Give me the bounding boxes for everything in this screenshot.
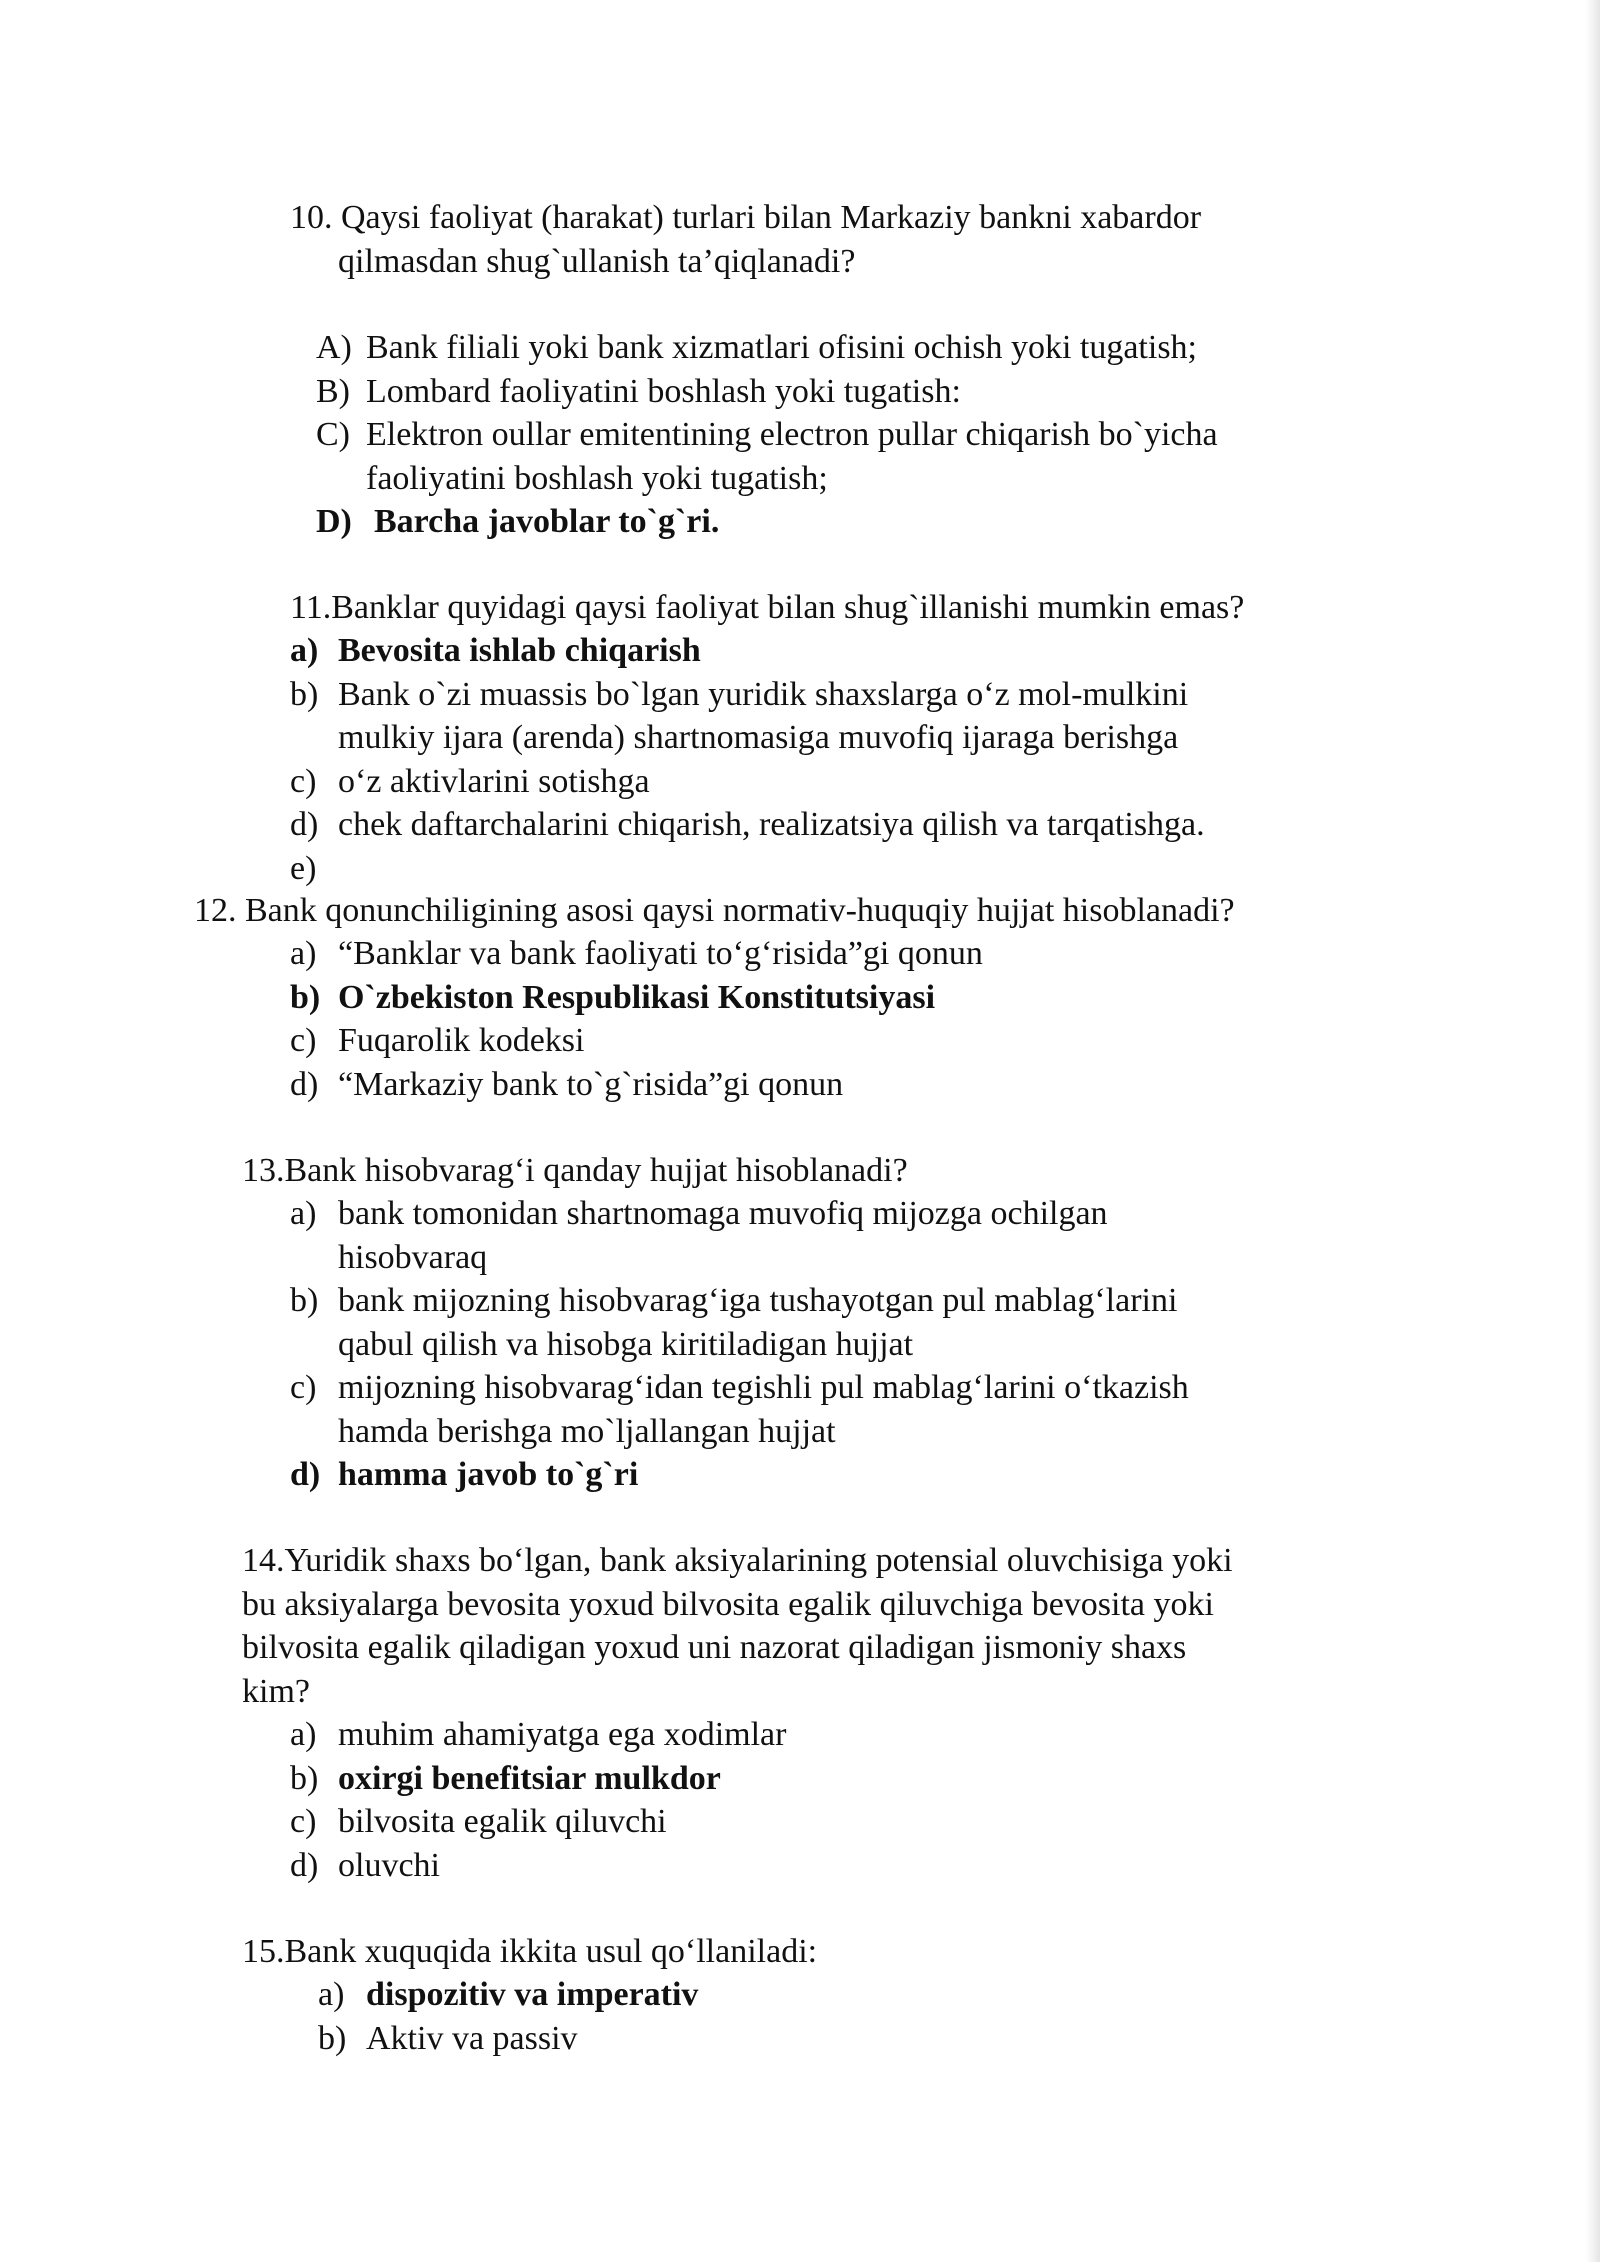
option-label: b) bbox=[290, 978, 321, 1016]
question-12-line bbox=[194, 889, 1414, 933]
option-d bbox=[290, 1063, 1400, 1107]
option-label: c) bbox=[290, 762, 317, 800]
option-label: c) bbox=[290, 1369, 317, 1406]
question-number: 10. bbox=[290, 199, 333, 236]
option-c bbox=[316, 413, 1396, 500]
option-text: Fuqarolik kodeksi bbox=[338, 1022, 585, 1059]
option-label: C) bbox=[316, 416, 350, 453]
option-label: B) bbox=[316, 372, 350, 410]
question-number: 12. bbox=[194, 892, 237, 929]
option-text: bilvosita egalik qiluvchi bbox=[338, 1803, 667, 1840]
option-b bbox=[290, 1279, 1400, 1366]
question-14-line-1 bbox=[242, 1539, 1402, 1583]
option-text: hamma javob to`g`ri bbox=[338, 1456, 639, 1493]
option-label: b) bbox=[290, 1759, 319, 1797]
option-text bbox=[338, 1192, 1400, 1279]
option-label: a) bbox=[290, 632, 319, 669]
option-text-line-1: Elektron oullar emitentining electron pullar chiqarish bo`yicha bbox=[366, 416, 1218, 453]
option-d bbox=[290, 1844, 1400, 1888]
option-c bbox=[290, 760, 1400, 804]
option-label: b) bbox=[290, 1282, 319, 1319]
question-13 bbox=[242, 1149, 1402, 1193]
option-c bbox=[290, 1019, 1400, 1063]
option-label: a) bbox=[290, 1716, 317, 1753]
option-text: oxirgi benefitsiar mulkdor bbox=[338, 1759, 721, 1797]
option-label: e) bbox=[290, 849, 317, 887]
option-d bbox=[290, 803, 1400, 847]
option-label: c) bbox=[290, 1022, 317, 1059]
question-10-line-1 bbox=[290, 196, 1390, 240]
question-10-line-2: qilmasdan shug`ullanish ta’qiqlanadi? bbox=[338, 242, 856, 280]
question-13-line bbox=[242, 1149, 1402, 1193]
option-text bbox=[338, 1366, 1400, 1453]
question-number: 13. bbox=[242, 1152, 285, 1189]
option-text-line-1: bank mijozning hisobvarag‘iga tushayotgan pul mablag‘larini bbox=[338, 1282, 1178, 1319]
option-label: d) bbox=[290, 806, 319, 843]
option-d-correct bbox=[290, 1453, 1400, 1497]
option-b bbox=[290, 673, 1400, 760]
question-number: 14. bbox=[242, 1542, 285, 1579]
question-number: 15. bbox=[242, 1933, 285, 1970]
option-label: b) bbox=[290, 675, 319, 713]
option-a-correct bbox=[318, 1973, 1398, 2017]
option-label: D) bbox=[316, 503, 352, 540]
option-text: chek daftarchalarini chiqarish, realizatsiya qilish va tarqatishga. bbox=[338, 806, 1205, 843]
question-11-line bbox=[290, 586, 1400, 630]
question-10 bbox=[290, 196, 1390, 283]
option-text bbox=[338, 1279, 1400, 1366]
question-14 bbox=[242, 1539, 1402, 1713]
option-text: “Markaziy bank to`g`risida”gi qonun bbox=[338, 1065, 844, 1103]
option-text bbox=[338, 847, 1400, 891]
option-label: d) bbox=[290, 1846, 319, 1884]
option-text: o‘z aktivlarini sotishga bbox=[338, 762, 650, 800]
question-text: Bank xuquqida ikkita usul qo‘llaniladi: bbox=[284, 1933, 818, 1970]
option-b-correct bbox=[290, 976, 1400, 1020]
page-edge-shadow bbox=[1586, 0, 1600, 2262]
option-text-line-2: qabul qilish va hisobga kiritiladigan hujjat bbox=[338, 1325, 914, 1363]
question-text: Qaysi faoliyat (harakat) turlari bilan Markaziy bankni xabardor bbox=[341, 199, 1202, 236]
question-text: Bank hisobvarag‘i qanday hujjat hisoblanadi? bbox=[284, 1152, 908, 1189]
option-label: c) bbox=[290, 1803, 317, 1840]
option-text-line-2: mulkiy ijara (arenda) shartnomasiga muvofiq ijaraga berishga bbox=[338, 719, 1179, 756]
option-a-correct bbox=[290, 629, 1400, 673]
option-a bbox=[290, 932, 1400, 976]
question-15 bbox=[242, 1930, 1402, 1974]
question-14-line-2: bu aksiyalarga bevosita yoxud bilvosita egalik qiluvchiga bevosita yoki bbox=[242, 1585, 1214, 1623]
option-a bbox=[290, 1713, 1400, 1757]
option-text-line-2: hamda berishga mo`ljallangan hujjat bbox=[338, 1412, 836, 1450]
question-14-line-3: bilvosita egalik qiladigan yoxud uni nazorat qiladigan jismoniy shaxs bbox=[242, 1629, 1187, 1666]
question-15-line bbox=[242, 1930, 1402, 1974]
option-label: d) bbox=[290, 1065, 319, 1103]
question-15-options bbox=[318, 1973, 1398, 2060]
option-text-line-1: mijozning hisobvarag‘idan tegishli pul mablag‘larini o‘tkazish bbox=[338, 1369, 1189, 1406]
question-11 bbox=[290, 586, 1400, 630]
option-text: dispozitiv va imperativ bbox=[366, 1976, 699, 2013]
question-12 bbox=[194, 889, 1414, 933]
question-11-options bbox=[290, 629, 1400, 890]
question-14-options bbox=[290, 1713, 1400, 1887]
option-text: Barcha javoblar to`g`ri. bbox=[374, 503, 720, 540]
option-text: Bevosita ishlab chiqarish bbox=[338, 632, 701, 669]
option-a bbox=[316, 326, 1396, 370]
option-text: oluvchi bbox=[338, 1846, 440, 1884]
option-c bbox=[290, 1366, 1400, 1453]
option-text-line-2: faoliyatini boshlash yoki tugatish; bbox=[366, 459, 828, 497]
option-text bbox=[338, 673, 1400, 760]
option-text-line-1: Bank o`zi muassis bo`lgan yuridik shaxslarga o‘z mol-mulkini bbox=[338, 675, 1189, 713]
option-text: “Banklar va bank faoliyati to‘g‘risida”gi qonun bbox=[338, 935, 983, 972]
option-text: Bank filiali yoki bank xizmatlari ofisini ochish yoki tugatish; bbox=[366, 329, 1197, 366]
option-text: O`zbekiston Respublikasi Konstitutsiyasi bbox=[338, 978, 936, 1016]
option-c bbox=[290, 1800, 1400, 1844]
question-13-options bbox=[290, 1192, 1400, 1497]
option-d-correct bbox=[316, 500, 1396, 544]
option-text-line-1: bank tomonidan shartnomaga muvofiq mijozga ochilgan bbox=[338, 1195, 1108, 1232]
option-text: Aktiv va passiv bbox=[366, 2019, 578, 2057]
option-text-line-2: hisobvaraq bbox=[338, 1238, 488, 1276]
question-text: Bank qonunchiligining asosi qaysi normativ-huquqiy hujjat hisoblanadi? bbox=[245, 892, 1235, 929]
option-label: b) bbox=[318, 2019, 347, 2057]
option-text: Lombard faoliyatini boshlash yoki tugatish: bbox=[366, 372, 961, 410]
question-14-line-4: kim? bbox=[242, 1672, 310, 1710]
option-label: A) bbox=[316, 329, 352, 366]
question-12-options bbox=[290, 932, 1400, 1106]
option-b bbox=[316, 370, 1396, 414]
option-text bbox=[366, 413, 1396, 500]
option-label: d) bbox=[290, 1456, 321, 1493]
option-b-correct bbox=[290, 1757, 1400, 1801]
option-e bbox=[290, 847, 1400, 891]
option-label: a) bbox=[290, 1195, 317, 1232]
option-b bbox=[318, 2017, 1398, 2061]
question-number: 11. bbox=[290, 589, 332, 626]
option-label: a) bbox=[318, 1976, 345, 2013]
question-text: Yuridik shaxs bo‘lgan, bank aksiyalarining potensial oluvchisiga yoki bbox=[284, 1542, 1233, 1579]
option-text: muhim ahamiyatga ega xodimlar bbox=[338, 1716, 787, 1753]
option-label: a) bbox=[290, 935, 317, 972]
option-a bbox=[290, 1192, 1400, 1279]
question-text: Banklar quyidagi qaysi faoliyat bilan shug`illanishi mumkin emas? bbox=[331, 589, 1245, 626]
question-10-options bbox=[316, 326, 1396, 544]
